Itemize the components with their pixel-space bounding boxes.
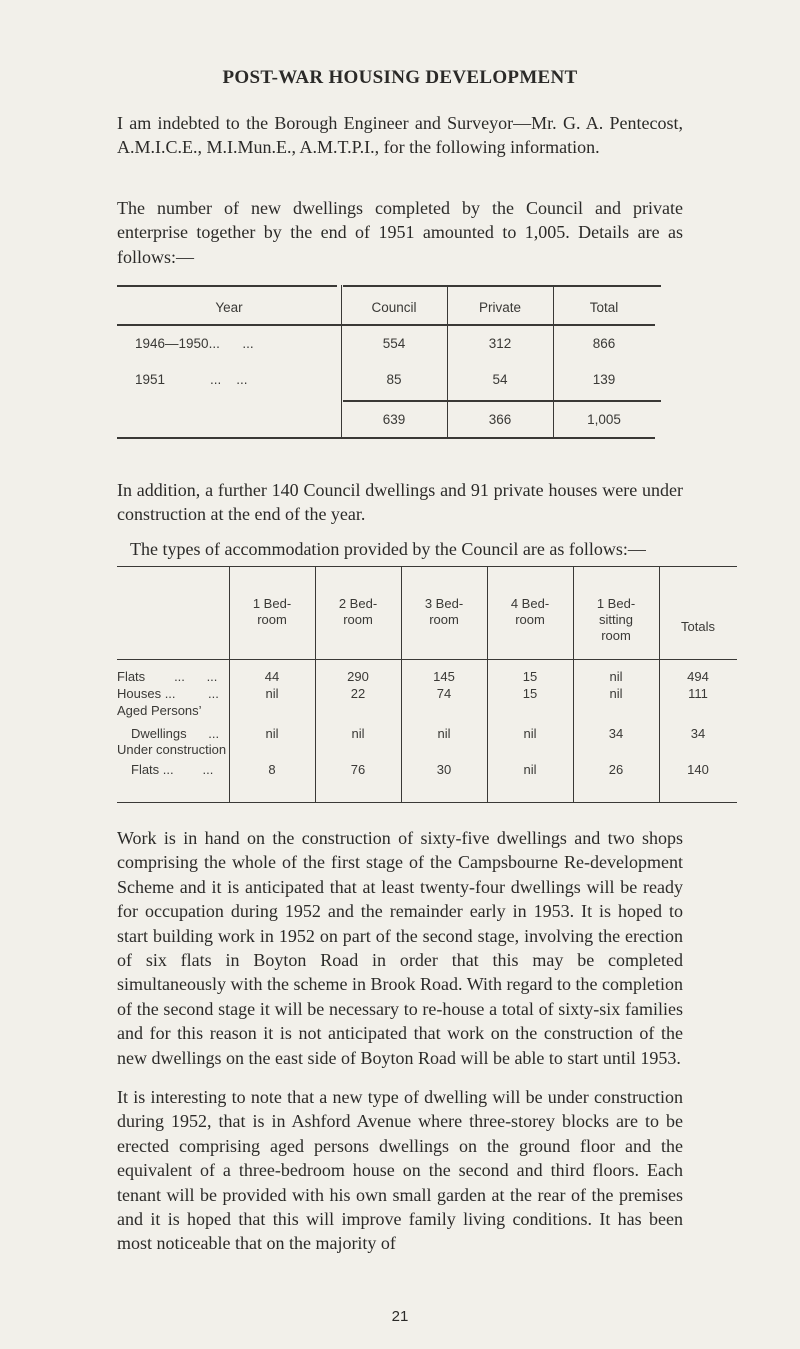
accommodation-types-table xyxy=(117,560,737,805)
table-rule xyxy=(117,437,655,439)
table-cell: 111 xyxy=(688,686,708,701)
table-cell: 494 xyxy=(687,669,709,684)
table-cell: 74 xyxy=(436,686,452,701)
table-cell: nil xyxy=(609,669,623,684)
table-rule xyxy=(117,659,737,660)
table-cell: 76 xyxy=(350,762,366,777)
table-cell: 8 xyxy=(268,762,276,777)
column-header-2-bedroom: 2 Bed- room xyxy=(338,596,378,627)
table-cell: 139 xyxy=(592,372,616,387)
column-header-bed-sitting-room: 1 Bed- sitting room xyxy=(596,596,636,643)
paragraph-1: I am indebted to the Borough Engineer and Surveyor—Mr. G. A. Pentecost, A.M.I.C.E., M.I.Mun.E., A.M.T.P.I., for the following information. xyxy=(117,113,683,158)
paragraph-2: The number of new dwellings completed by the Council and private enterprise together by the end of 1951 amounted to 1,005. Details are as follows:— xyxy=(117,198,683,267)
table-cell: nil xyxy=(523,762,537,777)
table-cell: 554 xyxy=(382,336,406,351)
table-row-label: Flats ... ... xyxy=(117,669,218,684)
column-header-year: Year xyxy=(215,300,243,315)
table-row-label: Dwellings ... xyxy=(131,726,220,741)
paragraph-4: The types of accommodation provided by the Council are as follows:— xyxy=(130,539,646,559)
column-header-4-bedroom: 4 Bed- room xyxy=(510,596,550,627)
table-rule xyxy=(117,802,737,803)
table-cell: 866 xyxy=(592,336,616,351)
table-cell: 140 xyxy=(687,762,709,777)
table-cell: 22 xyxy=(350,686,366,701)
table-cell: nil xyxy=(609,686,623,701)
table-cell: 30 xyxy=(436,762,452,777)
page-heading: POST-WAR HOUSING DEVELOPMENT xyxy=(222,67,578,88)
table-cell: 312 xyxy=(488,336,512,351)
table-total-cell: 366 xyxy=(488,412,512,427)
table-cell: 85 xyxy=(386,372,402,387)
table-cell: nil xyxy=(523,726,537,741)
column-header-1-bedroom: 1 Bed- room xyxy=(252,596,292,627)
table-rule xyxy=(343,285,661,287)
table-row-label: 1951 ... ... xyxy=(135,372,248,387)
paragraph-3: In addition, a further 140 Council dwellings and 91 private houses were under construction at the end of the year. xyxy=(117,480,683,525)
dwellings-completed-table xyxy=(117,280,655,440)
column-header-total: Total xyxy=(589,300,619,315)
table-cell: 34 xyxy=(608,726,624,741)
table-cell: 290 xyxy=(347,669,369,684)
table-cell: 34 xyxy=(690,726,706,741)
page-number: 21 xyxy=(391,1308,409,1325)
table-row-label: Flats ... ... xyxy=(131,762,214,777)
table-cell: nil xyxy=(265,726,279,741)
table-cell: nil xyxy=(351,726,365,741)
table-row-label: Under construction xyxy=(117,742,227,757)
table-total-cell: 639 xyxy=(382,412,406,427)
table-total-cell: 1,005 xyxy=(587,412,621,427)
table-rule xyxy=(117,566,737,567)
column-header-3-bedroom: 3 Bed- room xyxy=(424,596,464,627)
table-cell: 54 xyxy=(492,372,508,387)
table-cell: 15 xyxy=(522,669,538,684)
table-cell: nil xyxy=(437,726,451,741)
table-rule xyxy=(117,324,655,326)
table-cell: nil xyxy=(265,686,279,701)
column-header-totals: Totals xyxy=(681,619,715,634)
paragraph-5: Work is in hand on the construction of sixty-five dwellings and two shops comprising the whole of the first stage of the Campsbourne Re-development Scheme and it is anticipated that at least twenty-four dwellings will be ready for occupation during 1952 and the remainder early in 1953. It is hoped to start building work in 1952 on part of the second stage, involving the erection of six flats in Boyton Road in order that this may be completed simultaneously with the scheme in Brook Road. With regard to the completion of the second stage it will be necessary to re-house a total of sixty-six families and for this reason it is not anticipated that work on the construction of the new dwellings on the east side of Boyton Road will be able to start until 1953. xyxy=(117,828,683,1068)
table-cell: 15 xyxy=(522,686,538,701)
table-rule xyxy=(343,400,661,402)
table-cell: 44 xyxy=(264,669,280,684)
table-row-label: Aged Persons’ xyxy=(117,703,202,718)
table-rule xyxy=(117,285,337,287)
column-header-private: Private xyxy=(478,300,522,315)
table-cell: 26 xyxy=(608,762,624,777)
table-row-label: 1946—1950... ... xyxy=(135,336,254,351)
table-row-label: Houses ... ... xyxy=(117,686,219,701)
paragraph-6: It is interesting to note that a new type of dwelling will be under construction during 1952, that is in Ashford Avenue where three-storey blocks are to be erected comprising aged persons dwellings on the ground floor and the equivalent of a three-bedroom house on the second and third floors. Each tenant will be provided with his own small garden at the rear of the premises and it is hoped that this will improve family living conditions. It has been most noticeable that on the majority of xyxy=(117,1087,683,1254)
table-cell: 145 xyxy=(433,669,455,684)
column-header-council: Council xyxy=(371,300,417,315)
